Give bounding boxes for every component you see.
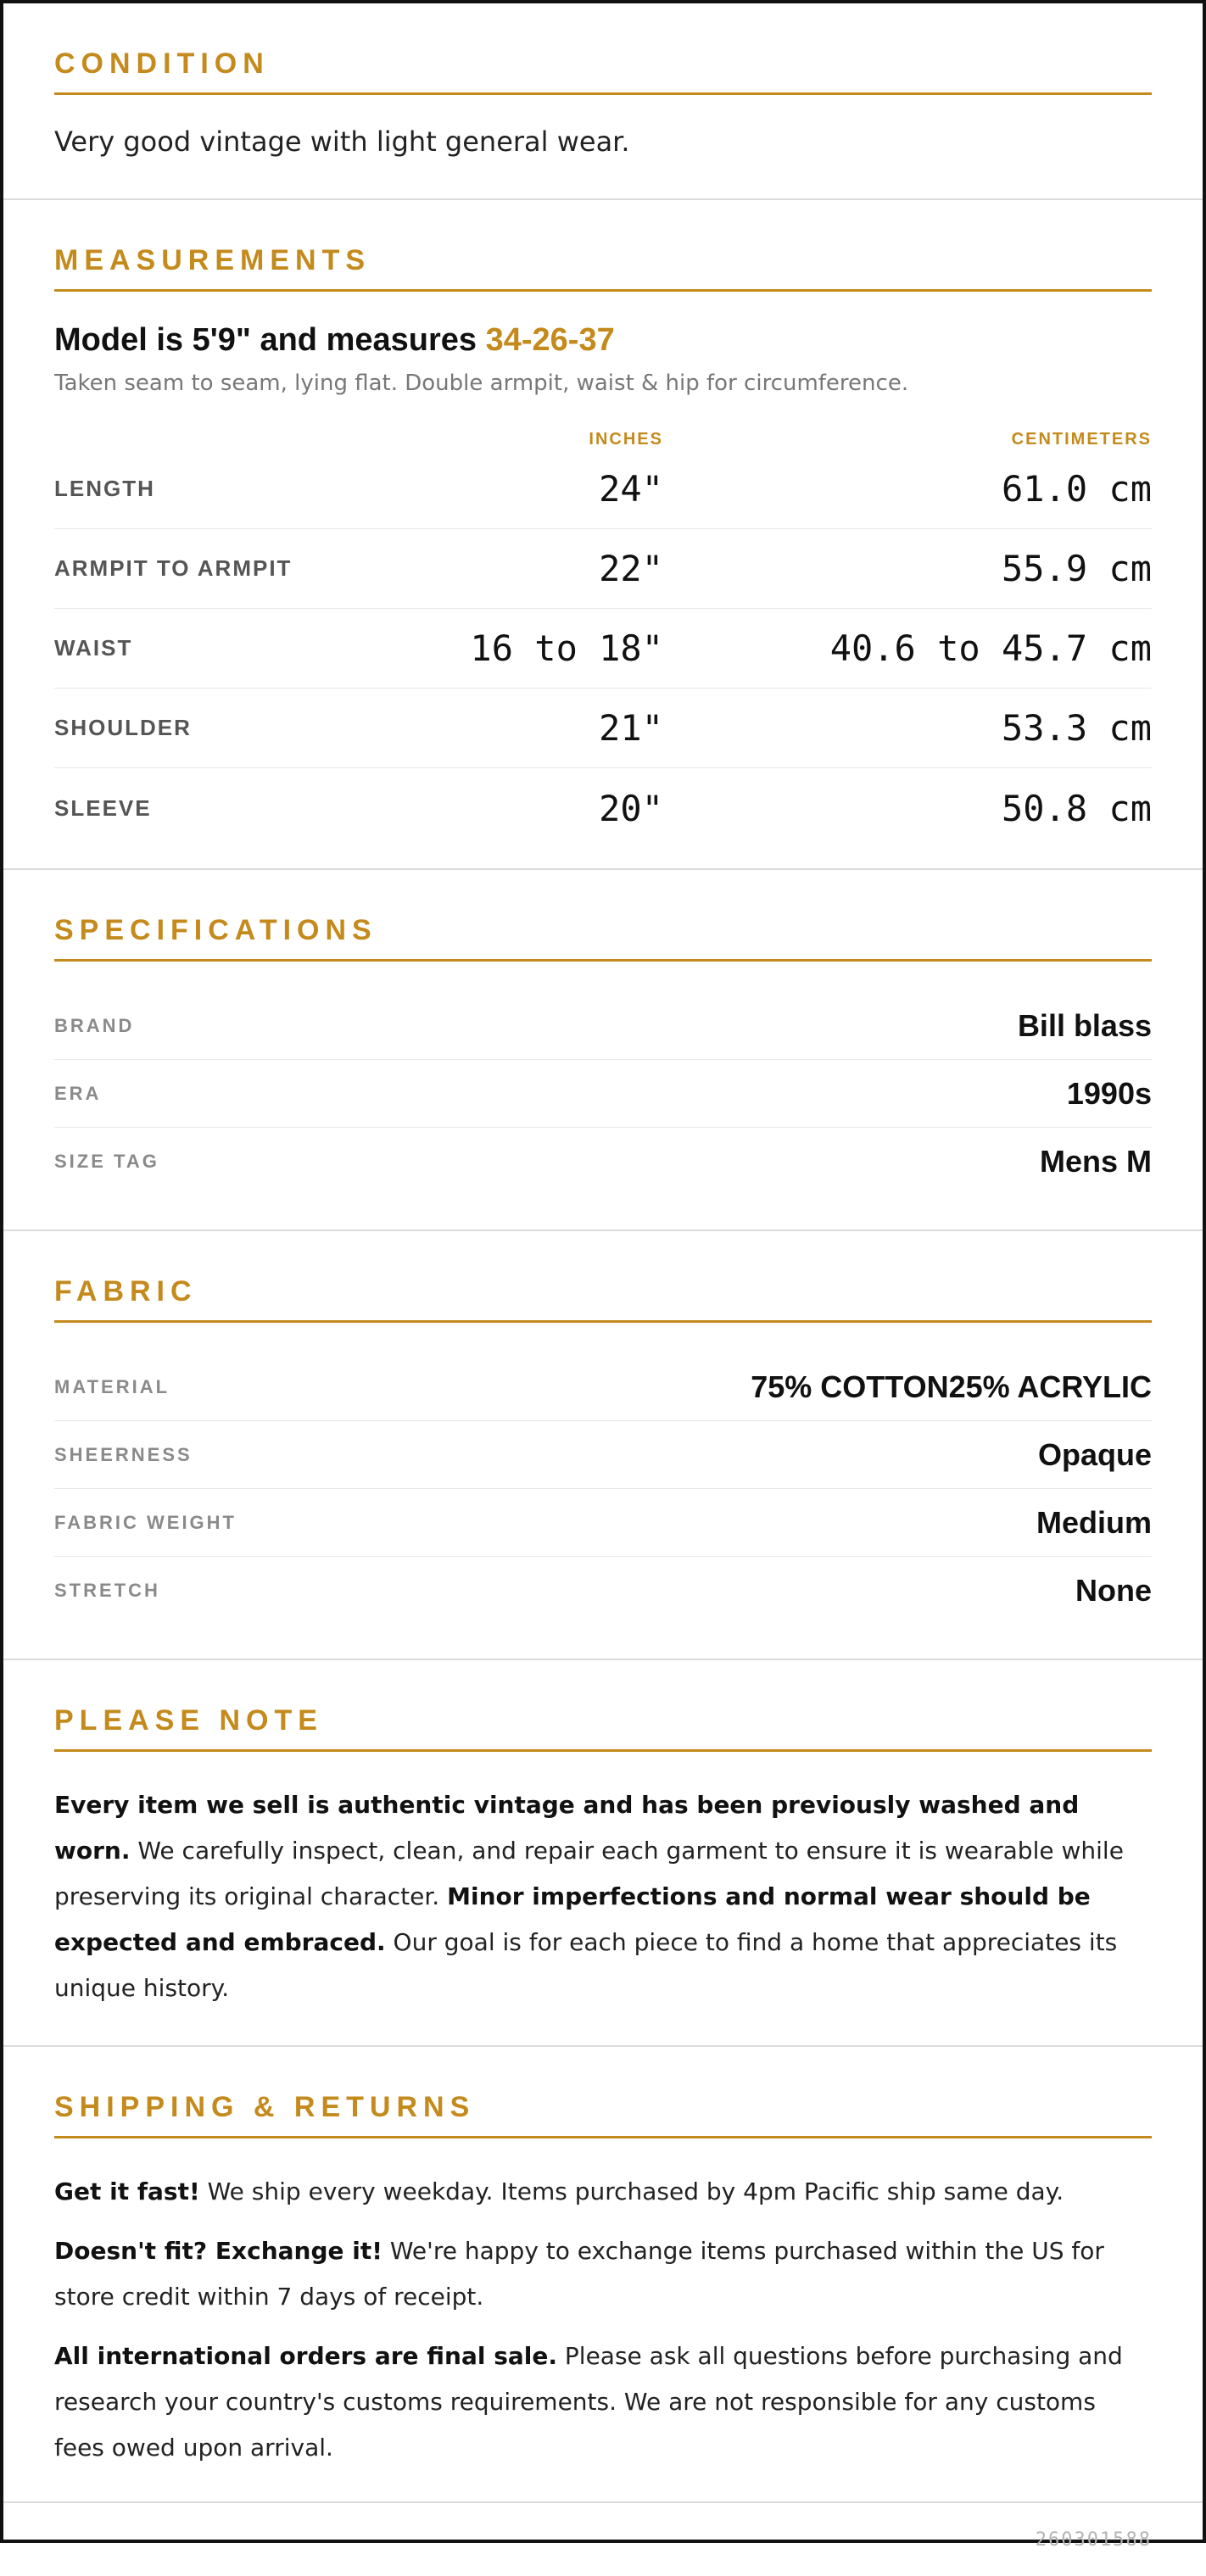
header-spacer [54, 430, 495, 449]
shipping-text-2: We're happy to exchange items purchased within the US for store credit within 7 days of receipt. [54, 2237, 1104, 2311]
measurements-title: MEASUREMENTS [54, 244, 1152, 292]
fabric-label: STRETCH [54, 1580, 160, 1601]
fabric-value: Opaque [1037, 1436, 1152, 1472]
note-title: PLEASE NOTE [54, 1704, 1152, 1752]
measurement-row-length [54, 449, 1152, 529]
shipping-paragraph-1 [54, 2169, 1152, 2215]
model-info [54, 322, 1152, 359]
note-section [3, 1660, 1203, 2047]
note-text-2: Our goal is for each piece to find a home that appreciates its unique history. [54, 1928, 1118, 2002]
fabric-row-sheerness [54, 1421, 1152, 1489]
spec-label: SIZE TAG [54, 1151, 159, 1172]
fabric-section [3, 1231, 1203, 1660]
shipping-text-3: Please ask all questions before purchasing and research your country's customs requirements. We are not responsible for any customs fees owed upon arrival. [54, 2342, 1123, 2462]
measurement-label: ARMPIT TO ARMPIT [54, 555, 293, 581]
fabric-value: 75% COTTON25% ACRYLIC [751, 1369, 1152, 1404]
condition-text: Very good vintage with light general wear. [54, 125, 630, 158]
note-text-1: We carefully inspect, clean, and repair each garment to ensure it is wearable while preserving its original character. [54, 1837, 1124, 1910]
fabric-list [54, 1353, 1152, 1625]
measurement-inches: 24" [599, 468, 663, 510]
specifications-title: SPECIFICATIONS [54, 914, 1152, 962]
measurement-label: SHOULDER [54, 715, 192, 740]
shipping-bold-2: Doesn't fit? Exchange it! [54, 2237, 382, 2265]
spec-row-size-tag [54, 1128, 1152, 1196]
measurement-cm: 61.0 cm [1001, 468, 1152, 510]
measurement-cm: 40.6 to 45.7 cm [829, 627, 1152, 669]
measurements-section [3, 200, 1203, 870]
spec-label: ERA [54, 1082, 102, 1104]
shipping-text-1: We ship every weekday. Items purchased by 4pm Pacific ship same day. [199, 2177, 1064, 2205]
shipping-paragraph-3 [54, 2333, 1152, 2471]
measurement-inches: 21" [599, 707, 663, 749]
fabric-row-stretch [54, 1557, 1152, 1625]
shipping-title: SHIPPING & RETURNS [54, 2091, 1152, 2138]
specifications-list [54, 992, 1152, 1196]
measurement-cm: 53.3 cm [1001, 707, 1152, 749]
spec-row-era [54, 1060, 1152, 1128]
header-centimeters: CENTIMETERS [1011, 430, 1152, 449]
fabric-value: None [1075, 1573, 1152, 1608]
measurement-row-waist [54, 609, 1152, 689]
measurement-inches: 22" [599, 548, 663, 589]
fabric-title: FABRIC [54, 1275, 1152, 1323]
specifications-section [3, 870, 1203, 1231]
shipping-section [3, 2047, 1203, 2503]
model-prefix: Model is 5'9" and measures [54, 322, 486, 358]
measurement-row-shoulder [54, 689, 1152, 768]
condition-title: CONDITION [54, 47, 1152, 95]
condition-section [3, 3, 1203, 200]
measurement-label: WAIST [54, 635, 133, 661]
measurement-row-armpit [54, 529, 1152, 609]
measurement-cm: 50.8 cm [1001, 787, 1152, 829]
fabric-row-material [54, 1353, 1152, 1421]
measurement-hint: Taken seam to seam, lying flat. Double armpit, waist & hip for circumference. [54, 371, 909, 396]
fabric-label: MATERIAL [54, 1375, 170, 1397]
measurement-row-sleeve [54, 768, 1152, 848]
footer [3, 2503, 1203, 2576]
spec-value: Mens M [1039, 1144, 1152, 1179]
fabric-label: SHEERNESS [54, 1443, 193, 1465]
note-text [54, 1782, 1152, 2011]
measurement-cm: 55.9 cm [1001, 548, 1152, 589]
measurement-table [54, 449, 1152, 848]
shipping-paragraph-2 [54, 2228, 1152, 2320]
product-id: 260301588 [1035, 2529, 1152, 2551]
fabric-value: Medium [1036, 1504, 1152, 1540]
note-bold-2: Minor imperfections and normal wear should be expected and embraced. [54, 1882, 1091, 1956]
measurement-inches: 20" [599, 787, 663, 829]
measurement-header [54, 430, 1152, 449]
shipping-bold-1: Get it fast! [54, 2177, 200, 2205]
shipping-bold-3: All international orders are final sale. [54, 2342, 558, 2370]
measurement-inches: 16 to 18" [470, 627, 663, 669]
measurement-label: LENGTH [54, 476, 155, 501]
fabric-label: FABRIC WEIGHT [54, 1511, 237, 1533]
spec-row-brand [54, 992, 1152, 1060]
fabric-row-weight [54, 1489, 1152, 1557]
header-inches: INCHES [589, 430, 663, 449]
spec-value: Bill blass [1017, 1007, 1152, 1043]
model-measures: 34-26-37 [485, 322, 615, 358]
spec-label: BRAND [54, 1014, 135, 1036]
measurement-label: SLEEVE [54, 795, 152, 821]
spec-value: 1990s [1066, 1075, 1152, 1111]
note-bold-1: Every item we sell is authentic vintage and has been previously washed and worn. [54, 1791, 1080, 1865]
